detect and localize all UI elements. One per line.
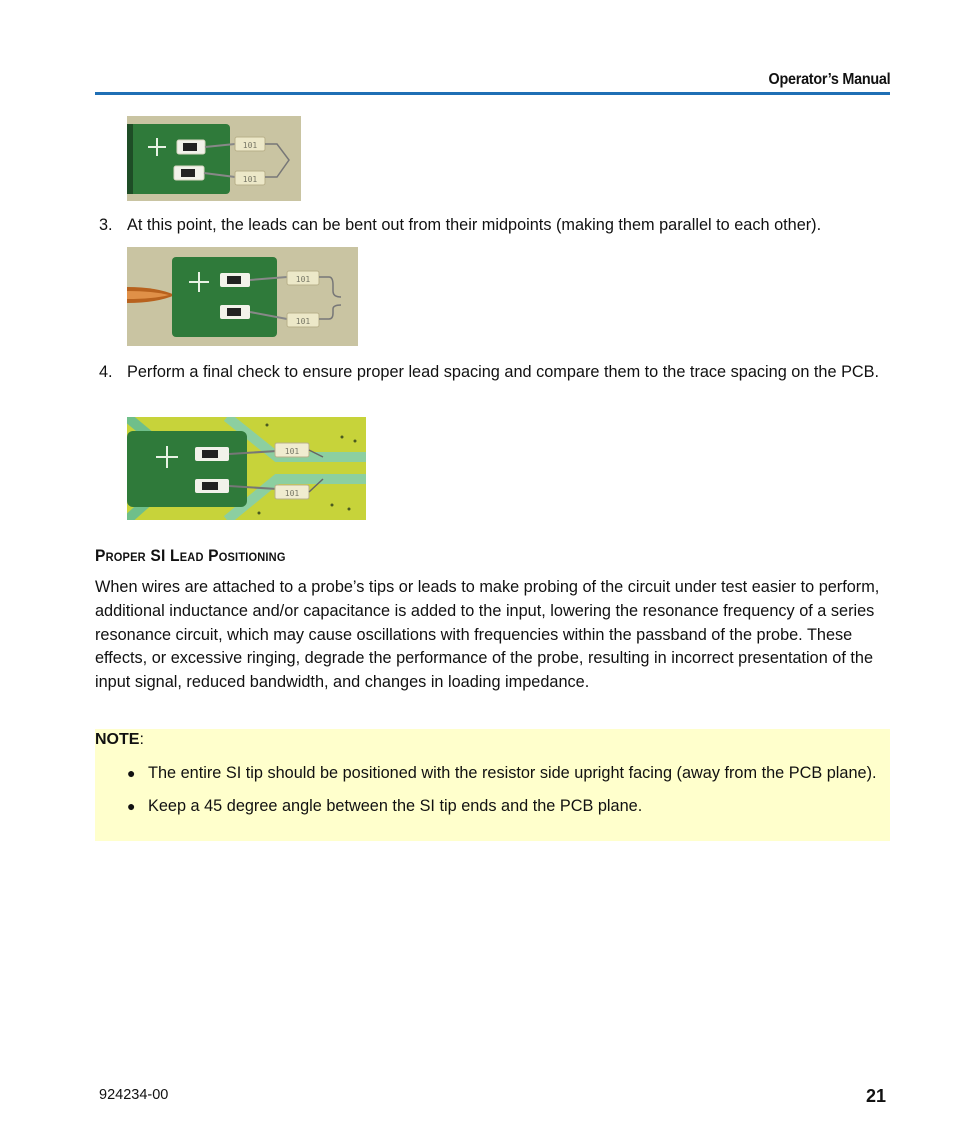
step-text: At this point, the leads can be bent out from their midpoints (making them parallel to each other). — [127, 216, 822, 234]
step-text: Perform a final check to ensure proper lead spacing and compare them to the trace spacing on the PCB. — [127, 363, 880, 381]
note-bullet-text: The entire SI tip should be positioned with the resistor side upright facing (away from the PCB plane). — [148, 764, 877, 782]
resistor-marking-text: 101 — [284, 489, 300, 498]
step-number: 4. — [99, 363, 113, 381]
footer-page-number: 21 — [865, 1086, 886, 1106]
si-tip-photo-2 — [127, 247, 358, 346]
page-header-title: Operator’s Manual — [768, 71, 890, 88]
note-bullet-text: Keep a 45 degree angle between the SI tip ends and the PCB plane. — [148, 797, 643, 815]
note-label-text: NOTE — [95, 731, 140, 748]
bullet-icon: ● — [127, 765, 136, 781]
footer-doc-number: 924234-00 — [99, 1087, 169, 1103]
bullet-icon: ● — [127, 798, 136, 814]
si-tip-photo-3 — [127, 417, 366, 520]
header-rule — [95, 92, 890, 95]
resistor-marking-text: 101 — [295, 275, 311, 284]
resistor-marking-text: 101 — [242, 175, 258, 184]
resistor-marking-text: 101 — [284, 447, 300, 456]
note-colon: : — [139, 731, 144, 748]
step-number: 3. — [99, 216, 113, 234]
list-item — [95, 761, 890, 785]
section-paragraph: When wires are attached to a probe’s tips or leads to make probing of the circuit under test easier to perform, additional inductance and/or capacitance is added to the input, lowering the resonance frequency of a series resonance circuit, which may cause oscillations with frequencies within the passband of the probe. These effects, or excessive ringing, degrade the performance of the probe, resulting in incorrect presentation of the input signal, reduced bandwidth, and changes in loading impedance. — [95, 578, 880, 692]
note-bullet-list — [95, 761, 890, 827]
resistor-marking-text: 101 — [295, 317, 311, 326]
step-4 — [95, 360, 890, 408]
resistor-marking-text: 101 — [242, 141, 258, 150]
si-tip-photo-1 — [127, 116, 301, 201]
note-label — [95, 729, 144, 751]
section-heading: Proper SI Lead Positioning — [95, 546, 286, 565]
note-box — [95, 729, 890, 841]
list-item — [95, 794, 890, 818]
